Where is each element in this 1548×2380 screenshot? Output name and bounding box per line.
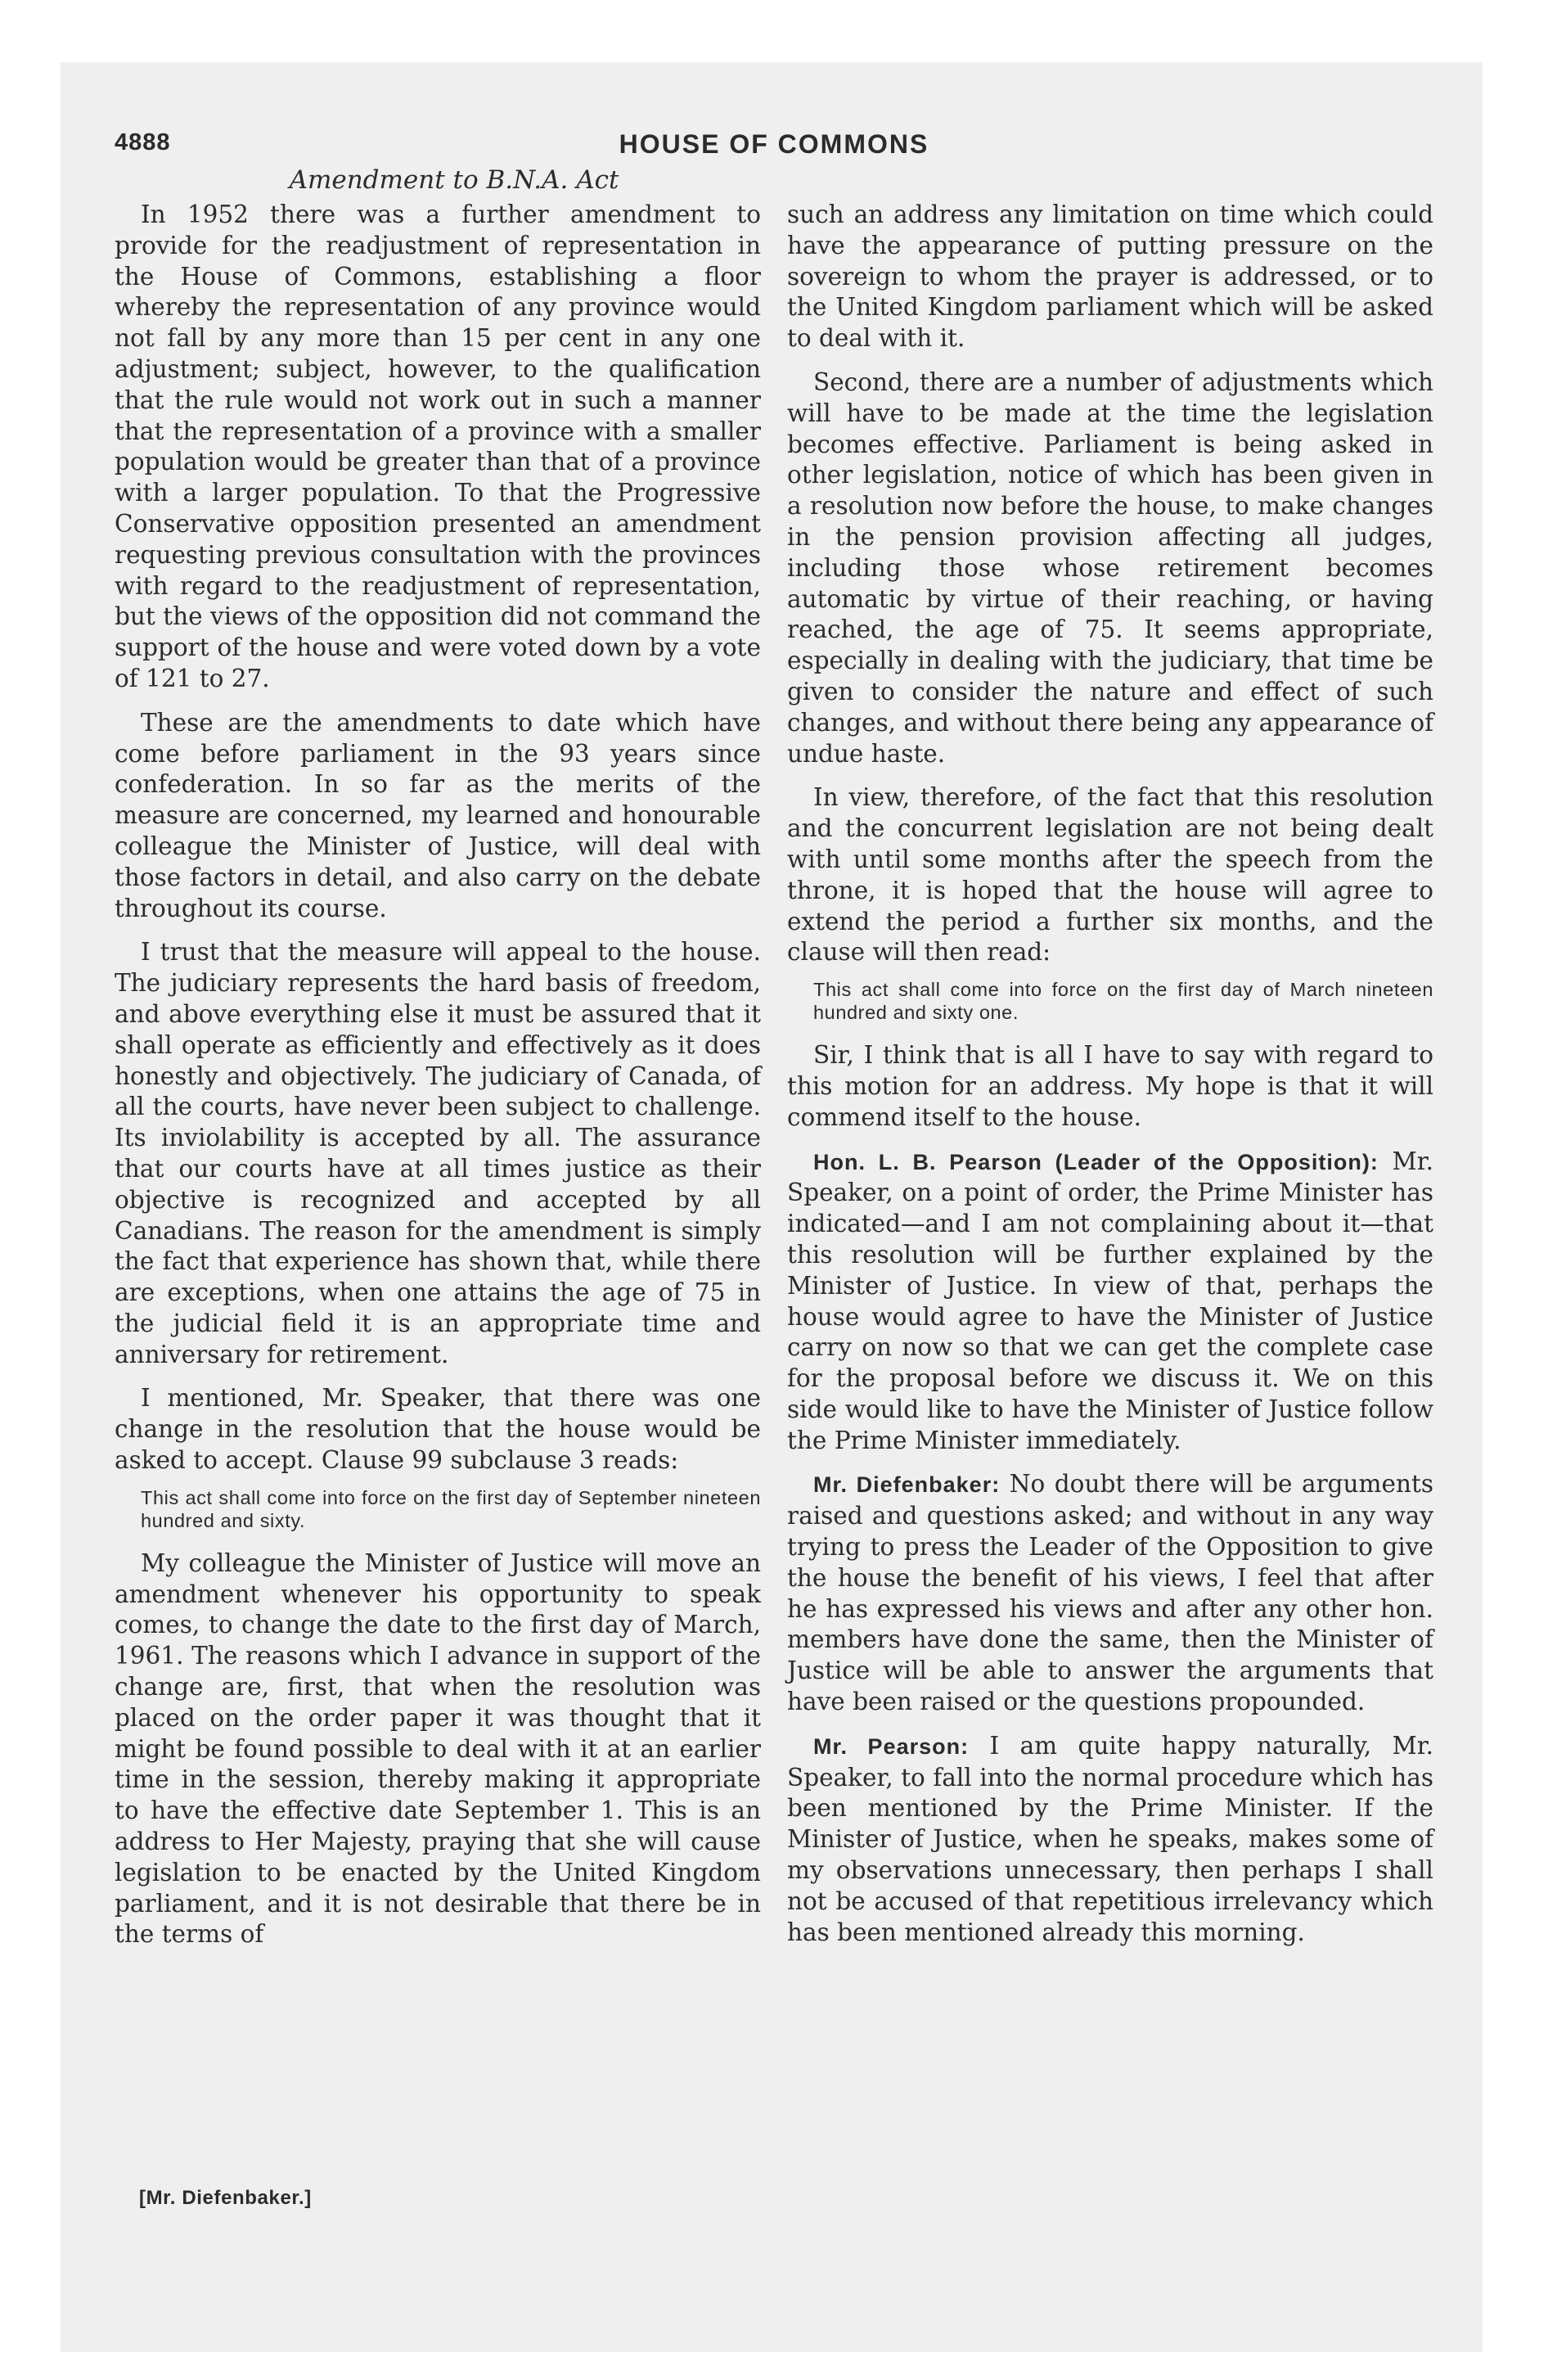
section-title: Amendment to B.N.A. Act (289, 165, 619, 195)
speech (787, 1469, 1433, 1717)
speech-text: I am quite happy naturally, Mr. Speaker, to fall into the normal procedure which has been mentioned by the Prime Minister. If the Minister of Justice, when he speaks, makes some of my observations unnecessary, then perhaps I shall not be accused of that repetitious irrelevancy which has been mentioned already this morning. (787, 1731, 1433, 1946)
paragraph: such an address any limitation on time which could have the appearance of putting pressure on the sovereign to whom the prayer is addressed, or to the United Kingdom parliament which will be asked to deal with it. (787, 201, 1433, 353)
paragraph: Sir, I think that is all I have to say with regard to this motion for an address. My hope is that it will commend itself to the house. (787, 1041, 1433, 1131)
paragraph: I mentioned, Mr. Speaker, that there was one change in the resolution that the house would be asked to accept. Clause 99 subclause 3 reads: (115, 1384, 761, 1475)
paragraph: Second, there are a number of adjustments which will have to be made at the time the legislation becomes effective. Parliament is being asked in other legislation, notice of which has been given in a resolution now before the house, to make changes in the pension provision affecting all judges, including those whose retirement becomes automatic by virtue of their reaching, or having reached, the age of 75. It seems appropriate, especially in dealing with the judiciary, that time be given to consider the nature and effect of such changes, and without there being any appearance of undue haste. (787, 367, 1433, 768)
right-column (787, 200, 1433, 1961)
speaker-name: Hon. L. B. Pearson (Leader of the Opposition): (813, 1149, 1379, 1174)
paragraph: In view, therefore, of the fact that this resolution and the concurrent legislation are not being dealt with until some months after the speech from the throne, it is hoped that the house will agree to extend the period a further six months, and the clause will then read: (787, 783, 1433, 967)
paragraph: My colleague the Minister of Justice will move an amendment whenever his opportunity to speak comes, to change the date to the first day of March, 1961. The reasons which I advance in support of the change are, first, that when the resolution was placed on the order paper it was thought that it might be found possible to deal with it at an earlier time in the session, thereby making it appropriate to have the effective date September 1. This is an address to Her Majesty, praying that she will cause legislation to be enacted by the United Kingdom parliament, and it is not desirable that there be in the terms of (115, 1548, 761, 1949)
speaker-name: Mr. Pearson: (813, 1733, 970, 1759)
quoted-clause: This act shall come into force on the first day of September nineteen hundred and sixty. (141, 1486, 761, 1531)
paragraph: These are the amendments to date which have come before parliament in the 93 years since confederation. In so far as the merits of the measure are concerned, my learned and honourable colleague the Minister of Justice, will deal with those factors in detail, and also carry on the debate throughout its course. (115, 708, 761, 922)
speaker-name: Mr. Diefenbaker: (813, 1472, 1001, 1498)
footer-speaker-note: [Mr. Diefenbaker.] (139, 2187, 312, 2209)
left-column (115, 164, 761, 1963)
speech-text: No doubt there will be arguments raised and questions asked; and without in any way trying to press the Leader of the Opposition to give the house the benefit of his views, I feel that after he has expressed his views and after any other hon. members have done the same, then the Minister of Justice will be able to answer the arguments that have been raised or the questions propounded. (787, 1470, 1433, 1716)
running-head: HOUSE OF COMMONS (619, 129, 929, 159)
page-number: 4888 (115, 129, 171, 156)
paragraph: I trust that the measure will appeal to the house. The judiciary represents the hard basis of freedom, and above everything else it must be assured that it shall operate as efficiently and effectively as it does honestly and objectively. The judiciary of Canada, of all the courts, have never been subject to challenge. Its inviolability is accepted by all. The assurance that our courts have at all times justice as their objective is recognized and accepted by all Canadians. The reason for the amendment is simply the fact that experience has shown that, while there are exceptions, when one attains the age of 75 in the judicial field it is an appropriate time and anniversary for retirement. (115, 938, 761, 1368)
paragraph: In 1952 there was a further amendment to provide for the readjustment of representation in the House of Commons, establishing a floor whereby the representation of any province would not fall by any more than 15 per cent in any one adjustment; subject, however, to the qualification that the rule would not work out in such a manner that the representation of a province with a smaller population would be greater than that of a province with a larger population. To that the Progressive Conservative opposition presented an amendment requesting previous consultation with the provinces with regard to the readjustment of representation, but the views of the opposition did not command the support of the house and were voted down by a vote of 121 to 27. (115, 201, 761, 692)
speech (787, 1731, 1433, 1949)
speech-text: Mr. Speaker, on a point of order, the Prime Minister has indicated—and I am not complaining about it—that this resolution will be further explained by the Minister of Justice. In view of that, perhaps the house would agree to have the Minister of Justice carry on now so that we can get the complete case for the proposal before we discuss it. We on this side would like to have the Minister of Justice follow the Prime Minister immediately. (787, 1147, 1433, 1454)
speech (787, 1147, 1433, 1457)
quoted-clause: This act shall come into force on the first day of March nineteen hundred and sixty one. (813, 979, 1433, 1024)
